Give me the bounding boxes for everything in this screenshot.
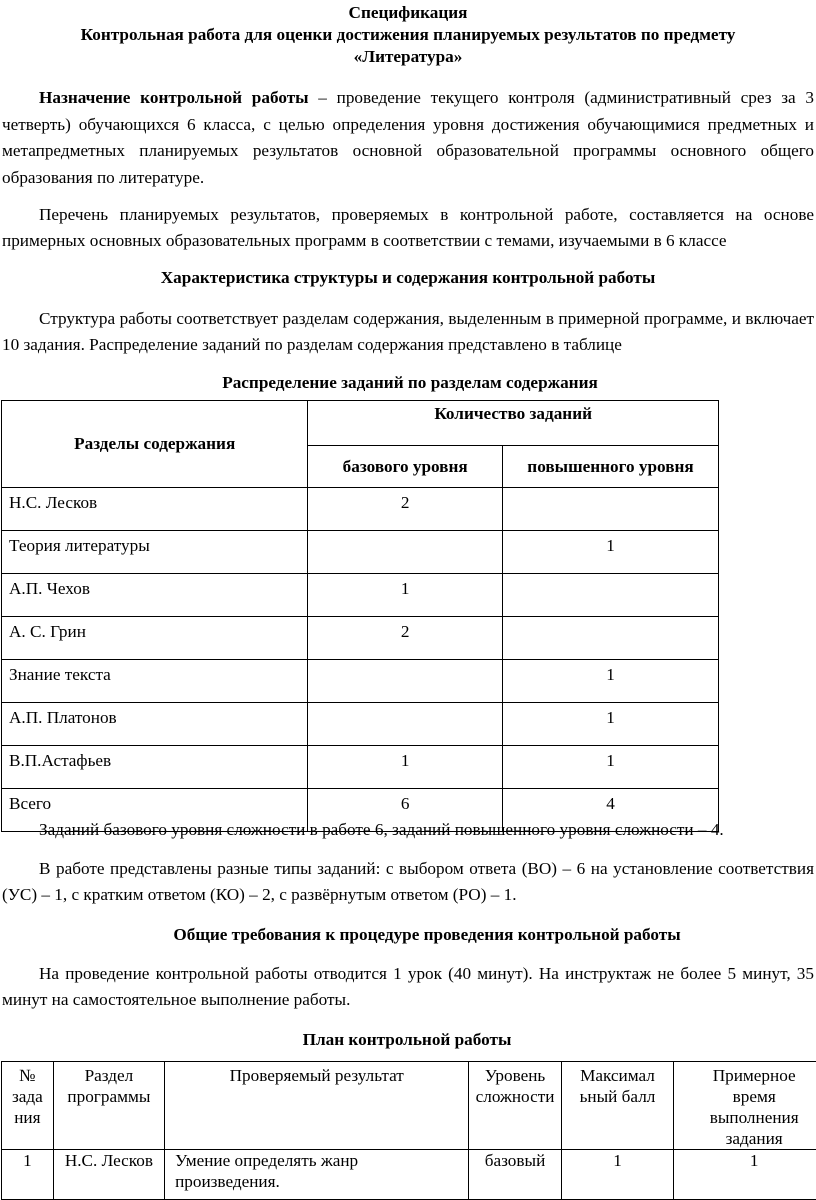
row-basic: 1: [308, 746, 503, 789]
header-advanced: повышенного уровня: [502, 446, 718, 488]
row-section: А.П. Платонов: [2, 703, 308, 746]
row-section: В.П.Астафьев: [2, 746, 308, 789]
purpose-paragraph: [0, 85, 816, 191]
plan-row-num: 1: [2, 1150, 54, 1200]
row-basic: [308, 703, 503, 746]
row-basic: [308, 531, 503, 574]
distribution-table: [1, 400, 719, 832]
table-row: [2, 488, 719, 531]
row-section: Теория литературы: [2, 531, 308, 574]
row-basic: [308, 660, 503, 703]
purpose-lead: Назначение контрольной работы: [39, 88, 309, 107]
structure-paragraph: Структура работы соответствует разделам содержания, выделенным в примерной программе, и включает 10 задания. Распределение заданий по разделам содержания представлено в таблице: [0, 306, 816, 358]
row-advanced: 1: [502, 531, 718, 574]
spec-subtitle-line1: Контрольная работа для оценки достижения планируемых результатов по предмету: [0, 22, 816, 48]
row-section: А. С. Грин: [2, 617, 308, 660]
plan-row-max: 1: [561, 1150, 674, 1200]
header-basic: базового уровня: [308, 446, 503, 488]
plan-header-max: Максимал ьный балл: [561, 1062, 674, 1150]
plan-row-section: Н.С. Лесков: [53, 1150, 164, 1200]
header-count: Количество заданий: [308, 401, 719, 446]
plan-row-result: Умение определять жанр произведения.: [165, 1150, 469, 1200]
purpose-text: – проведение текущего контроля (административный срез за 3 четверть) обучающихся 6 класса, с целью определения уровня достижения обучающимися предметных и метапредметных планируемых результатов основной образовательной программы основного общего образования по литературе.: [2, 88, 814, 187]
row-advanced: 4: [502, 789, 718, 832]
row-advanced: 1: [502, 746, 718, 789]
distribution-heading: Распределение заданий по разделам содержания: [0, 370, 816, 396]
table-row: [2, 746, 719, 789]
row-section: А.П. Чехов: [2, 574, 308, 617]
row-section: Н.С. Лесков: [2, 488, 308, 531]
row-advanced: [502, 488, 718, 531]
plan-header-section: Раздел программы: [53, 1062, 164, 1150]
plan-row-time: 1: [674, 1150, 816, 1200]
requirements-heading: Общие требования к процедуре проведения контрольной работы: [0, 922, 816, 948]
row-advanced: [502, 617, 718, 660]
levels-paragraph: Заданий базового уровня сложности в работе 6, заданий повышенного уровня сложности – 4.: [0, 817, 816, 843]
row-section: Знание текста: [2, 660, 308, 703]
plan-heading: План контрольной работы: [0, 1027, 814, 1053]
row-advanced: 1: [502, 660, 718, 703]
row-basic: 6: [308, 789, 503, 832]
table-row: [2, 617, 719, 660]
plan-header-time: Примерное время выполнения задания: [674, 1062, 816, 1150]
results-paragraph: Перечень планируемых результатов, проверяемых в контрольной работе, составляется на основе примерных основных образовательных программ в соответствии с темами, изучаемыми в 6 классе: [0, 202, 816, 254]
row-basic: 2: [308, 488, 503, 531]
header-sections: Разделы содержания: [2, 401, 308, 488]
row-basic: 2: [308, 617, 503, 660]
types-paragraph: В работе представлены разные типы заданий: с выбором ответа (ВО) – 6 на установление соответствия (УС) – 1, с кратким ответом (КО) – 2, с развёрнутым ответом (РО) – 1.: [0, 856, 816, 908]
structure-heading: Характеристика структуры и содержания контрольной работы: [0, 265, 816, 291]
plan-table: [1, 1061, 816, 1200]
table-row: [2, 1150, 816, 1200]
plan-row-level: базовый: [469, 1150, 561, 1200]
table-row: [2, 531, 719, 574]
requirements-paragraph: На проведение контрольной работы отводится 1 урок (40 минут). На инструктаж не более 5 минут, 35 минут на самостоятельное выполнение работы.: [0, 961, 816, 1013]
plan-header-level: Уровень сложности: [469, 1062, 561, 1150]
table-row: [2, 660, 719, 703]
row-advanced: [502, 574, 718, 617]
spec-title: Спецификация: [0, 0, 816, 26]
row-advanced: 1: [502, 703, 718, 746]
plan-header-result: Проверяемый результат: [165, 1062, 469, 1150]
table-row: [2, 574, 719, 617]
table-row: [2, 703, 719, 746]
plan-header-num: № зада ния: [2, 1062, 54, 1150]
row-basic: 1: [308, 574, 503, 617]
spec-subtitle-line2: «Литература»: [0, 44, 816, 70]
row-section: Всего: [2, 789, 308, 832]
